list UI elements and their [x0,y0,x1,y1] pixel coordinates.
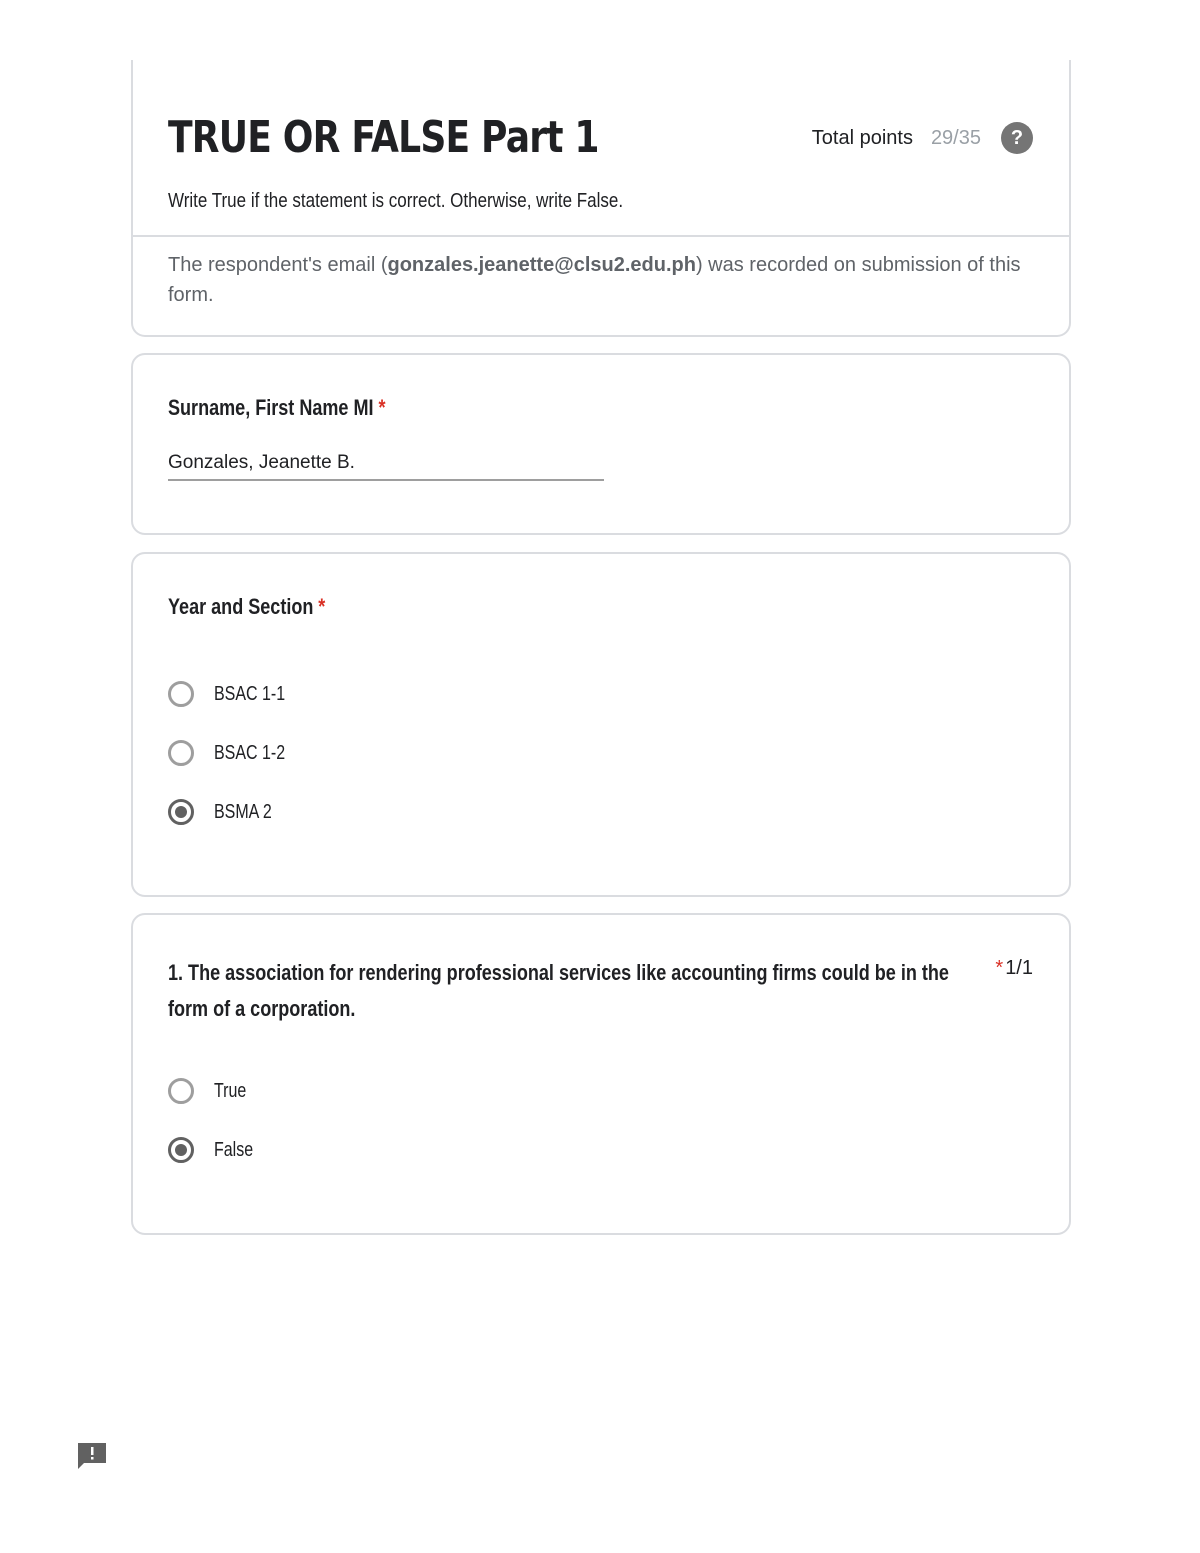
help-icon[interactable]: ? [1001,122,1033,154]
question-text: 1. The association for rendering professional services like accounting firms could be in the form of a corporation. [168,960,949,1021]
option-label: BSAC 1-2 [214,741,286,764]
option-label: False [214,1138,254,1161]
form-title: TRUE OR FALSE Part 1 [168,112,599,163]
total-points-value: 29/35 [930,126,981,149]
question-title: Year and Section * [168,594,326,619]
question-card-year-section [131,552,1071,897]
option-label: BSAC 1-1 [214,682,286,705]
required-asterisk: * [378,395,386,420]
header-divider [133,235,1069,237]
email-recorded-note: The respondent's email (gonzales.jeanette@clsu2.edu.ph) was recorded on submission of this form. [168,254,1021,306]
question-card-name [131,353,1071,535]
option-label: BSMA 2 [214,800,272,823]
radio-unselected[interactable] [168,681,194,707]
form-description: Write True if the statement is correct. Otherwise, write False. [168,190,624,212]
feedback-icon[interactable] [76,1441,108,1469]
option-false[interactable] [168,1137,263,1163]
radio-selected[interactable] [168,1137,194,1163]
option-bsac-1-1[interactable] [168,681,303,707]
question-title: Surname, First Name MI * [168,395,386,420]
required-asterisk: * [318,594,326,619]
total-points [812,122,1033,154]
option-label: True [214,1079,247,1102]
form-header-card [131,60,1071,337]
option-bsac-1-2[interactable] [168,740,303,766]
question-score: * 1/1 [995,957,1033,979]
option-true[interactable] [168,1078,254,1104]
question-card-1 [131,913,1071,1235]
answer-underline [168,479,604,481]
required-asterisk: * [995,957,1004,979]
respondent-email: gonzales.jeanette@clsu2.edu.ph [387,254,696,276]
total-points-label: Total points [811,126,913,149]
radio-unselected[interactable] [168,1078,194,1104]
radio-unselected[interactable] [168,740,194,766]
option-bsma-2[interactable] [168,799,286,825]
radio-selected[interactable] [168,799,194,825]
name-answer: Gonzales, Jeanette B. [168,452,355,473]
